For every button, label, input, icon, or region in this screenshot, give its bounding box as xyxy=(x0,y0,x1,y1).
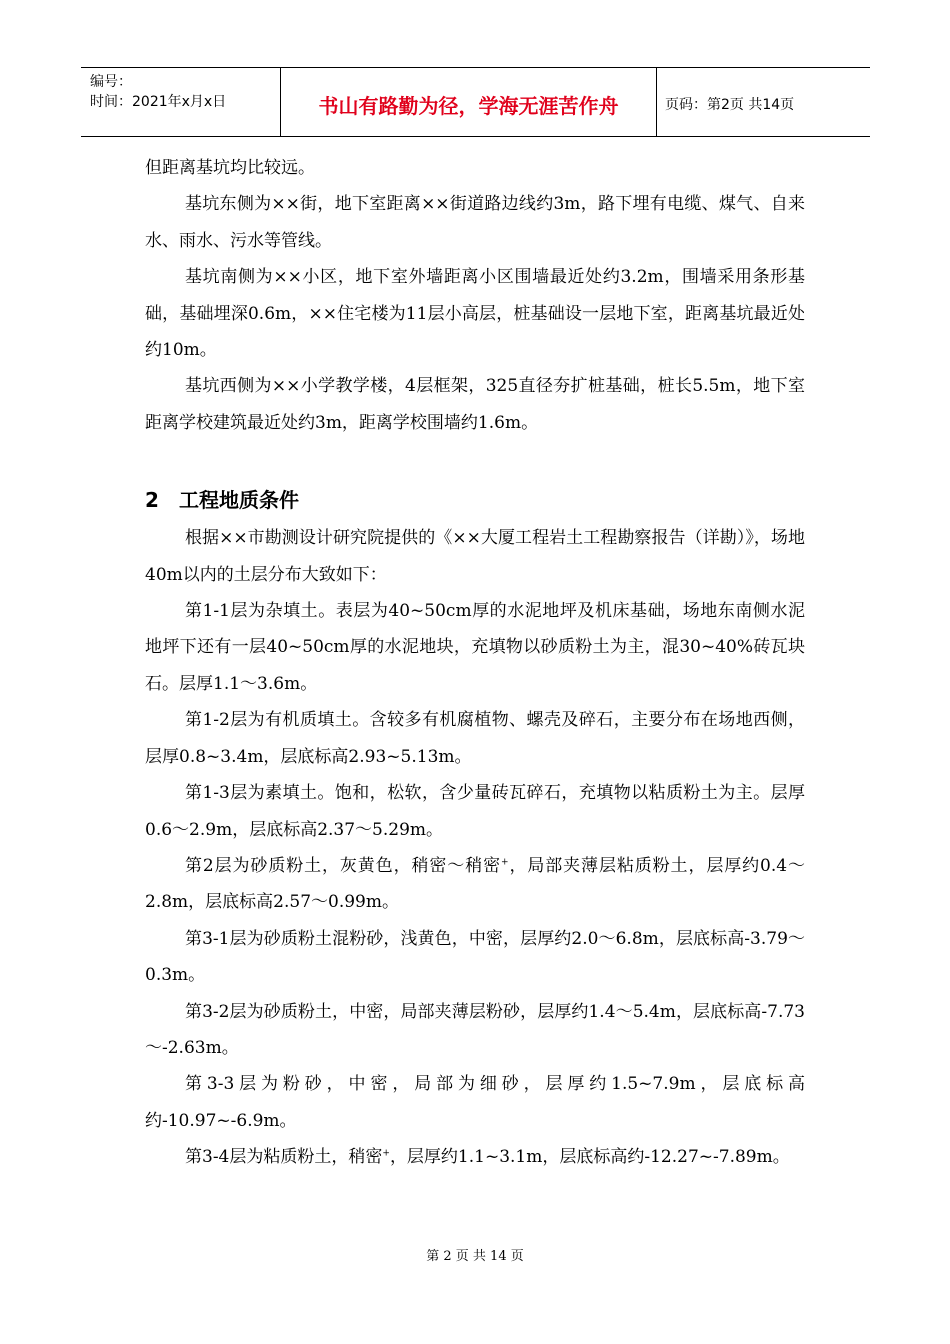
paragraph: 基坑西侧为××小学教学楼，4层框架，325直径夯扩桩基础，桩长5.5m，地下室距离学校建筑最近处约3m，距离学校围墙约1.6m。 xyxy=(145,376,805,433)
header-meta xyxy=(81,68,281,136)
paragraph: 第1-1层为杂填土。表层为40~50cm厚的水泥地坪及机床基础，场地东南侧水泥地坪下还有一层40~50cm厚的水泥地块，充填物以砂质粉土为主，混30~40%砖瓦块石。层厚1.1～3.6m。 xyxy=(145,601,805,694)
paragraph: 基坑南侧为××小区，地下室外墙距离小区围墙最近处约3.2m，围墙采用条形基础，基础埋深0.6m，××住宅楼为11层小高层，桩基础设一层地下室，距离基坑最近处约10m。 xyxy=(145,267,805,361)
superscript: + xyxy=(501,857,509,868)
paragraph-text: ，层厚约1.1~3.1m，层底标高约-12.27~-7.89m。 xyxy=(389,1147,790,1168)
paragraph: 第1-2层为有机质填土。含较多有机腐植物、螺壳及碎石，主要分布在场地西侧，层厚0.8~3.4m，层底标高2.93~5.13m。 xyxy=(145,710,805,767)
paragraph-text: ，局部夹薄层粘质粉土，层厚约0.4～2.8m，层底标高2.57～0.99m。 xyxy=(145,855,805,913)
page-footer: 第 2 页 共 14 页 xyxy=(426,1249,524,1264)
paragraph-text: 第3-4层为粘质粉土，稍密 xyxy=(185,1147,383,1168)
superscript: + xyxy=(382,1148,390,1159)
section-number: 2 xyxy=(145,488,159,513)
section-heading xyxy=(145,482,805,518)
code-label: 编号： xyxy=(90,74,132,90)
document-body xyxy=(145,150,805,1176)
paragraph: 根据××市勘测设计研究院提供的《××大厦工程岩土工程勘察报告（详勘）》，场地40m以内的土层分布大致如下： xyxy=(145,528,805,585)
header-motto: 书山有路勤为径，学海无涯苦作舟 xyxy=(281,68,657,136)
paragraph: 第1-3层为素填土。饱和，松软，含少量砖瓦碎石，充填物以粘质粉土为主。层厚0.6～2.9m，层底标高2.37～5.29m。 xyxy=(145,783,805,840)
paragraph: 第3-1层为砂质粉土混粉砂，浅黄色，中密，层厚约2.0～6.8m，层底标高-3.79～0.3m。 xyxy=(145,928,805,986)
header-page-info: 页码：第2页 共14页 xyxy=(665,97,795,113)
paragraph xyxy=(145,1139,805,1175)
paragraph: 第3-3层为粉砂，中密，局部为细砂，层厚约1.5~7.9m，层底标高约-10.97~-6.9m。 xyxy=(145,1074,805,1131)
paragraph-text: 第2层为砂质粉土，灰黄色，稍密～稍密 xyxy=(185,855,502,876)
page-header xyxy=(81,67,870,137)
section-title: 工程地质条件 xyxy=(179,488,299,513)
paragraph: 但距离基坑均比较远。 xyxy=(145,158,315,178)
paragraph xyxy=(145,848,805,921)
date-line: 时间：2021年x月x日 xyxy=(90,94,227,110)
paragraph: 基坑东侧为××街，地下室距离××街道路边线约3m，路下埋有电缆、煤气、自来水、雨水、污水等管线。 xyxy=(145,194,805,251)
paragraph: 第3-2层为砂质粉土，中密，局部夹薄层粉砂，层厚约1.4～5.4m，层底标高-7.73～-2.63m。 xyxy=(145,1001,805,1058)
